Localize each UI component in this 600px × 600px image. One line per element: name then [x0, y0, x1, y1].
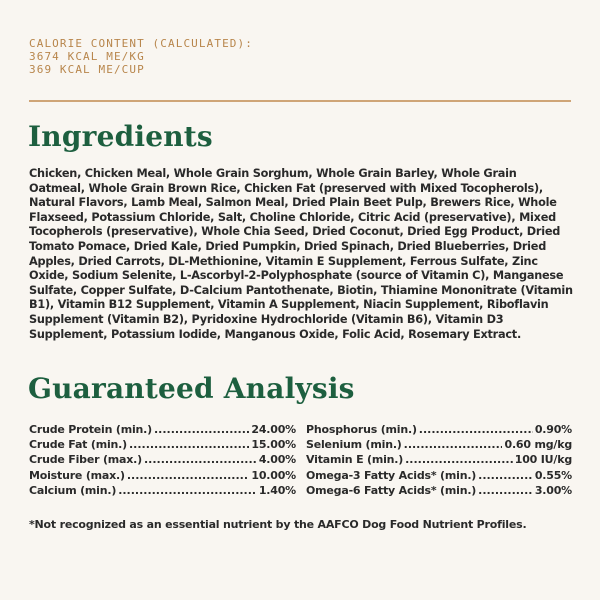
analysis-label: Crude Protein (min.)	[29, 423, 152, 436]
analysis-row	[306, 468, 572, 483]
dot-leader	[154, 422, 249, 437]
divider	[29, 100, 571, 102]
ingredients-title: Ingredients	[28, 120, 213, 153]
analysis-label: Crude Fiber (max.)	[29, 453, 142, 467]
analysis-label: Vitamin E (min.)	[306, 453, 404, 467]
dot-leader	[127, 468, 250, 483]
analysis-value: 0.55%	[534, 468, 572, 482]
analysis-value: 4.00%	[258, 453, 296, 467]
dot-leader	[144, 452, 257, 467]
dot-leader	[478, 468, 533, 483]
analysis-row	[29, 483, 296, 498]
analysis-value: 0.90%	[534, 423, 572, 436]
analysis-label: Crude Fat (min.)	[29, 438, 127, 452]
calorie-content	[29, 37, 253, 76]
analysis-row	[29, 468, 296, 483]
analysis-value: 1.40%	[258, 483, 296, 497]
analysis-label: Selenium (min.)	[306, 438, 402, 452]
analysis-row	[29, 452, 296, 467]
analysis-row	[306, 422, 572, 437]
calorie-per-kg: 3674 KCAL ME/KG	[29, 50, 145, 63]
dot-leader	[405, 452, 513, 467]
analysis-label: Omega-3 Fatty Acids* (min.)	[306, 468, 477, 482]
calorie-heading: CALORIE CONTENT (CALCULATED):	[29, 37, 253, 50]
dot-leader	[478, 483, 533, 498]
analysis-value: 0.60 mg/kg	[504, 438, 572, 452]
analysis-label: Omega-6 Fatty Acids* (min.)	[306, 483, 477, 497]
guaranteed-analysis-title: Guaranteed Analysis	[28, 372, 355, 405]
analysis-value: 24.00%	[251, 423, 296, 436]
dot-leader	[118, 483, 257, 498]
analysis-row	[29, 437, 296, 452]
analysis-right-column	[306, 422, 572, 498]
aafco-footnote: *Not recognized as an essential nutrient by the AAFCO Dog Food Nutrient Profiles.	[29, 518, 527, 531]
analysis-value: 3.00%	[534, 483, 572, 497]
analysis-row	[29, 422, 296, 437]
analysis-label: Calcium (min.)	[29, 483, 117, 497]
analysis-value: 15.00%	[251, 438, 296, 452]
analysis-label: Phosphorus (min.)	[306, 423, 417, 436]
analysis-row	[306, 452, 572, 467]
ingredients-list: Chicken, Chicken Meal, Whole Grain Sorghum, Whole Grain Barley, Whole Grain Oatmeal, Whole Grain Brown Rice, Chicken Fat (preserved with Mixed Tocopherols), Natural Flavors, Lamb Meal, Salmon Meal, Dried Plain Beet Pulp, Brewers Rice, Whole Flaxseed, Potassium Chloride, Salt, Choline Chloride, Citric Acid (preservative), Mixed Tocopherols (preservative), Whole Chia Seed, Dried Coconut, Dried Egg Product, Dried Tomato Pomace, Dried Kale, Dried Pumpkin, Dried Spinach, Dried Blueberries, Dried Apples, Dried Carrots, DL-Methionine, Vitamin E Supplement, Ferrous Sulfate, Zinc Oxide, Sodium Selenite, L-Ascorbyl-2-Polyphosphate (source of Vitamin C), Manganese Sulfate, Copper Sulfate, D-Calcium Pantothenate, Biotin, Thiamine Mononitrate (Vitamin B1), Vitamin B12 Supplement, Vitamin A Supplement, Niacin Supplement, Riboflavin Supplement (Vitamin B2), Pyridoxine Hydrochloride (Vitamin B6), Vitamin D3 Supplement, Potassium Iodide, Manganous Oxide, Folic Acid, Rosemary Extract.	[29, 167, 573, 341]
dot-leader	[404, 437, 503, 452]
analysis-left-column	[29, 422, 296, 498]
analysis-value: 10.00%	[251, 468, 296, 482]
calorie-per-cup: 369 KCAL ME/CUP	[29, 63, 145, 76]
analysis-label: Moisture (max.)	[29, 468, 125, 482]
analysis-row	[306, 437, 572, 452]
analysis-row	[306, 483, 572, 498]
analysis-value: 100 IU/kg	[514, 453, 572, 467]
dot-leader	[419, 422, 533, 437]
dot-leader	[129, 437, 249, 452]
